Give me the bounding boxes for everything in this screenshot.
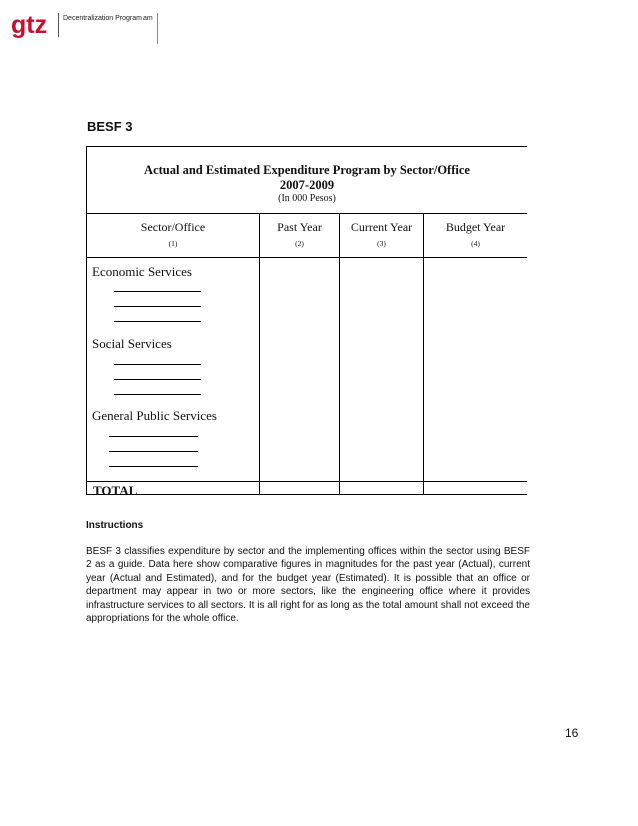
blank-line [109,451,198,452]
blank-line [114,394,201,395]
logo-divider [58,13,59,37]
blank-line [114,364,201,365]
column-divider-3 [423,213,424,495]
column-number-4: (4) [471,239,480,248]
table-header-divider [86,213,527,214]
blank-line [114,306,201,307]
table-bottom-border [86,494,527,495]
column-number-1: (1) [168,239,178,248]
table-title: Actual and Estimated Expenditure Program by Sector/Office [144,163,470,177]
total-label: TOTAL [93,483,138,498]
table-total-divider [86,481,527,482]
column-header-budget-year: Budget Year [445,220,506,234]
blank-line [109,436,198,437]
blank-line [114,379,201,380]
sector-social-services: Social Services [92,336,172,351]
table-unit: (In 000 Pesos) [278,193,336,204]
column-header-past-year: Past Year [277,220,322,234]
program-name: Decentralization Program [63,15,142,22]
column-number-2: (2) [295,239,304,248]
column-header-current-year: Current Year [350,220,413,234]
gtz-logo: gtz [11,11,48,39]
blank-line [114,321,201,322]
column-divider-2 [339,213,340,495]
instructions-body: BESF 3 classifies expenditure by sector and the implementing offices within the sector using BESF 2 as a guide. Data here show comparative figures in magnitudes for the past year (Actual), current year (Actual and Estimated), and for the budget year (Estimated). It is possible that an office or department may appear in two or more sectors, like the engineering office where it provides infrastructure services to all sectors. It is all right for as long as the total amount shall not exceed the appropriations for the whole office. [86,546,530,625]
page-number: 16 [565,726,579,740]
table-top-border [86,146,527,147]
column-header-sector-office: Sector/Office [140,220,206,234]
sector-general-public-services: General Public Services [92,408,217,423]
column-divider-1 [259,213,260,495]
blank-line [114,291,201,292]
program-name-fragment: am [143,15,153,22]
table-years: 2007-2009 [279,178,335,192]
blank-line [109,466,198,467]
column-number-3: (3) [377,239,386,248]
section-title: BESF 3 [87,119,133,134]
header-divider [157,13,158,44]
instructions-heading: Instructions [86,520,144,531]
table-colhead-divider [86,257,527,258]
sector-economic-services: Economic Services [92,264,192,279]
